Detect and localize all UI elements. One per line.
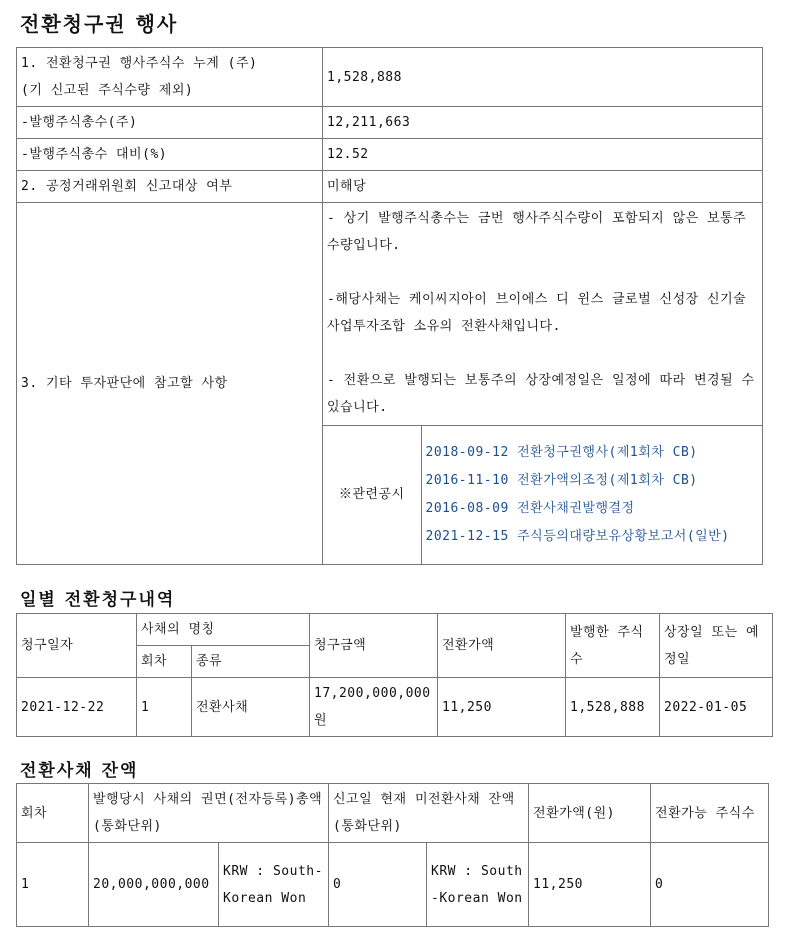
- related-label: ※관련공시: [323, 426, 421, 564]
- total-shares-label: -발행주식총수(주): [17, 107, 323, 139]
- other-info-text: - 상기 발행주식총수는 금번 행사주식수량이 포함되지 않은 보통주 수량입니다. -해당사채는 케이씨지아이 브이에스 디 윈스 글로벌 신성장 신기술사업투자조합 소유의 전환사채입니다. - 전환으로 발행되는 보통주의 상장예정일은 일정에 따라 변경될 수 있습니다.: [327, 211, 755, 415]
- row-face-currency: KRW : South-Korean Won: [219, 843, 329, 927]
- ratio-label: -발행주식총수 대비(%): [17, 139, 323, 171]
- header-convertible: 전환가능 주식수: [651, 784, 769, 843]
- summary-table: [16, 47, 763, 565]
- header-shares: 발행한 주식수: [566, 614, 660, 678]
- row-kind: 전환사채: [192, 678, 310, 737]
- exercise-shares-label: 1. 전환청구권 행사주식수 누계 (주) (기 신고된 주식수량 제외): [17, 48, 323, 107]
- related-link-4[interactable]: 2021-12-15 주식등의대량보유상황보고서(일반): [425, 528, 730, 544]
- ftc-report-value: 미해당: [323, 171, 763, 203]
- row-face-amount: 20,000,000,000: [89, 843, 219, 927]
- related-link-1[interactable]: 2018-09-12 전환청구권행사(제1회차 CB): [425, 444, 698, 460]
- header-kind: 종류: [192, 646, 310, 678]
- header-remain-amount: 신고일 현재 미전환사채 잔액 (통화단위): [329, 784, 529, 843]
- row-convertible: 0: [651, 843, 769, 927]
- row-amount: 17,200,000,000원: [310, 678, 438, 737]
- header-price: 전환가액: [438, 614, 566, 678]
- daily-section-title: 일별 전환청구내역: [20, 590, 176, 610]
- header-date: 청구일자: [17, 614, 137, 678]
- other-info-cell: [323, 203, 763, 565]
- row-round: 1: [17, 843, 89, 927]
- related-link-3[interactable]: 2016-08-09 전환사채권발행결정: [425, 500, 635, 516]
- balance-section-title: 전환사채 잔액: [20, 761, 139, 781]
- header-listing: 상장일 또는 예정일: [660, 614, 773, 678]
- header-face-amount: 발행당시 사채의 권면(전자등록)총액(통화단위): [89, 784, 329, 843]
- header-round: 회차: [17, 784, 89, 843]
- related-links: [421, 426, 762, 564]
- row-shares: 1,528,888: [566, 678, 660, 737]
- row-remain-currency: KRW : South-Korean Won: [427, 843, 529, 927]
- total-shares-value: 12,211,663: [323, 107, 763, 139]
- exercise-shares-value: 1,528,888: [323, 48, 763, 107]
- header-round: 회차: [137, 646, 192, 678]
- ratio-value: 12.52: [323, 139, 763, 171]
- balance-table: [16, 783, 769, 927]
- related-disclosures: [323, 425, 762, 564]
- row-listing: 2022-01-05: [660, 678, 773, 737]
- ftc-report-label: 2. 공정거래위원회 신고대상 여부: [17, 171, 323, 203]
- row-price: 11,250: [529, 843, 651, 927]
- daily-table: [16, 613, 773, 737]
- related-link-2[interactable]: 2016-11-10 전환가액의조정(제1회차 CB): [425, 472, 698, 488]
- row-price: 11,250: [438, 678, 566, 737]
- other-info-label: 3. 기타 투자판단에 참고할 사항: [17, 203, 323, 565]
- header-price: 전환가액(원): [529, 784, 651, 843]
- row-round: 1: [137, 678, 192, 737]
- header-bond-name: 사채의 명칭: [137, 614, 310, 646]
- header-amount: 청구금액: [310, 614, 438, 678]
- row-remain-amount: 0: [329, 843, 427, 927]
- row-date: 2021-12-22: [17, 678, 137, 737]
- page-title: 전환청구권 행사: [20, 12, 179, 36]
